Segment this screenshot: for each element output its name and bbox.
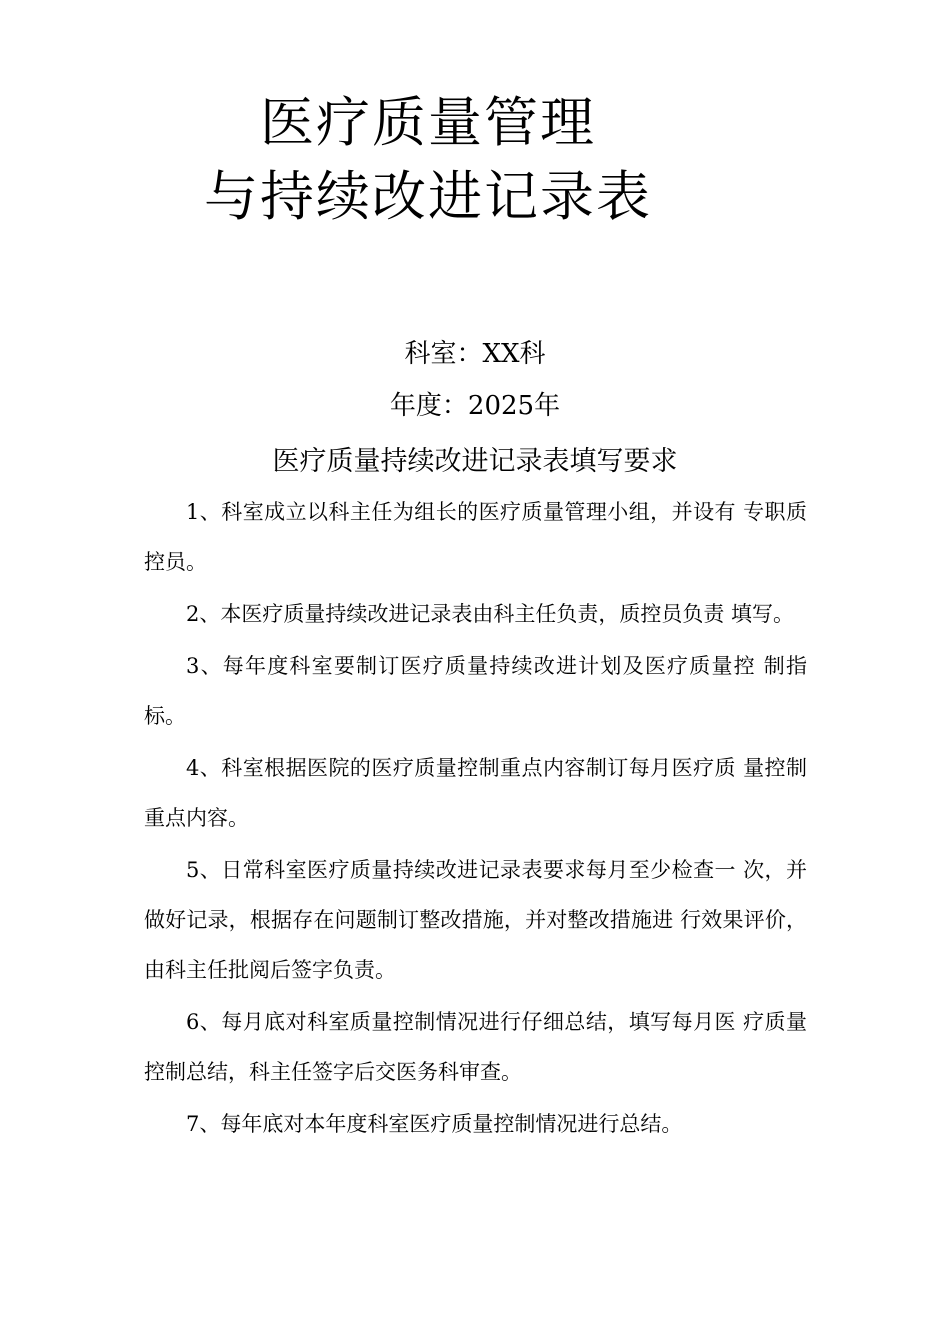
- requirement-item: 4、科室根据医院的医疗质量控制重点内容制订每月医疗质 量控制重点内容。: [144, 756, 807, 830]
- department-label: 科室：XX科: [404, 339, 546, 369]
- title-line-1: 医疗质量管理: [260, 91, 596, 154]
- requirement-item: 7、每年底对本年度科室医疗质量控制情况进行总结。: [186, 1112, 683, 1136]
- requirements-list: [144, 487, 807, 1151]
- requirement-item: 1、科室成立以科主任为组长的医疗质量管理小组，并设有 专职质控员。: [144, 500, 807, 574]
- year-label: 年度：2025年: [389, 391, 561, 421]
- requirement-item: 3、每年度科室要制订医疗质量持续改进计划及医疗质量控 制指标。: [144, 654, 807, 728]
- requirement-item: 6、每月底对科室质量控制情况进行仔细总结，填写每月医 疗质量控制总结，科主任签字后交医务科审查。: [144, 1010, 807, 1084]
- title-line-2: 与持续改进记录表: [204, 165, 652, 228]
- requirements-heading: 医疗质量持续改进记录表填写要求: [272, 446, 678, 477]
- requirement-item: 5、日常科室医疗质量持续改进记录表要求每月至少检查一 次，并做好记录，根据存在问题制订整改措施，并对整改措施进 行效果评价，由科主任批阅后签字负责。: [144, 858, 807, 982]
- requirement-item: 2、本医疗质量持续改进记录表由科主任负责，质控员负责 填写。: [186, 602, 795, 626]
